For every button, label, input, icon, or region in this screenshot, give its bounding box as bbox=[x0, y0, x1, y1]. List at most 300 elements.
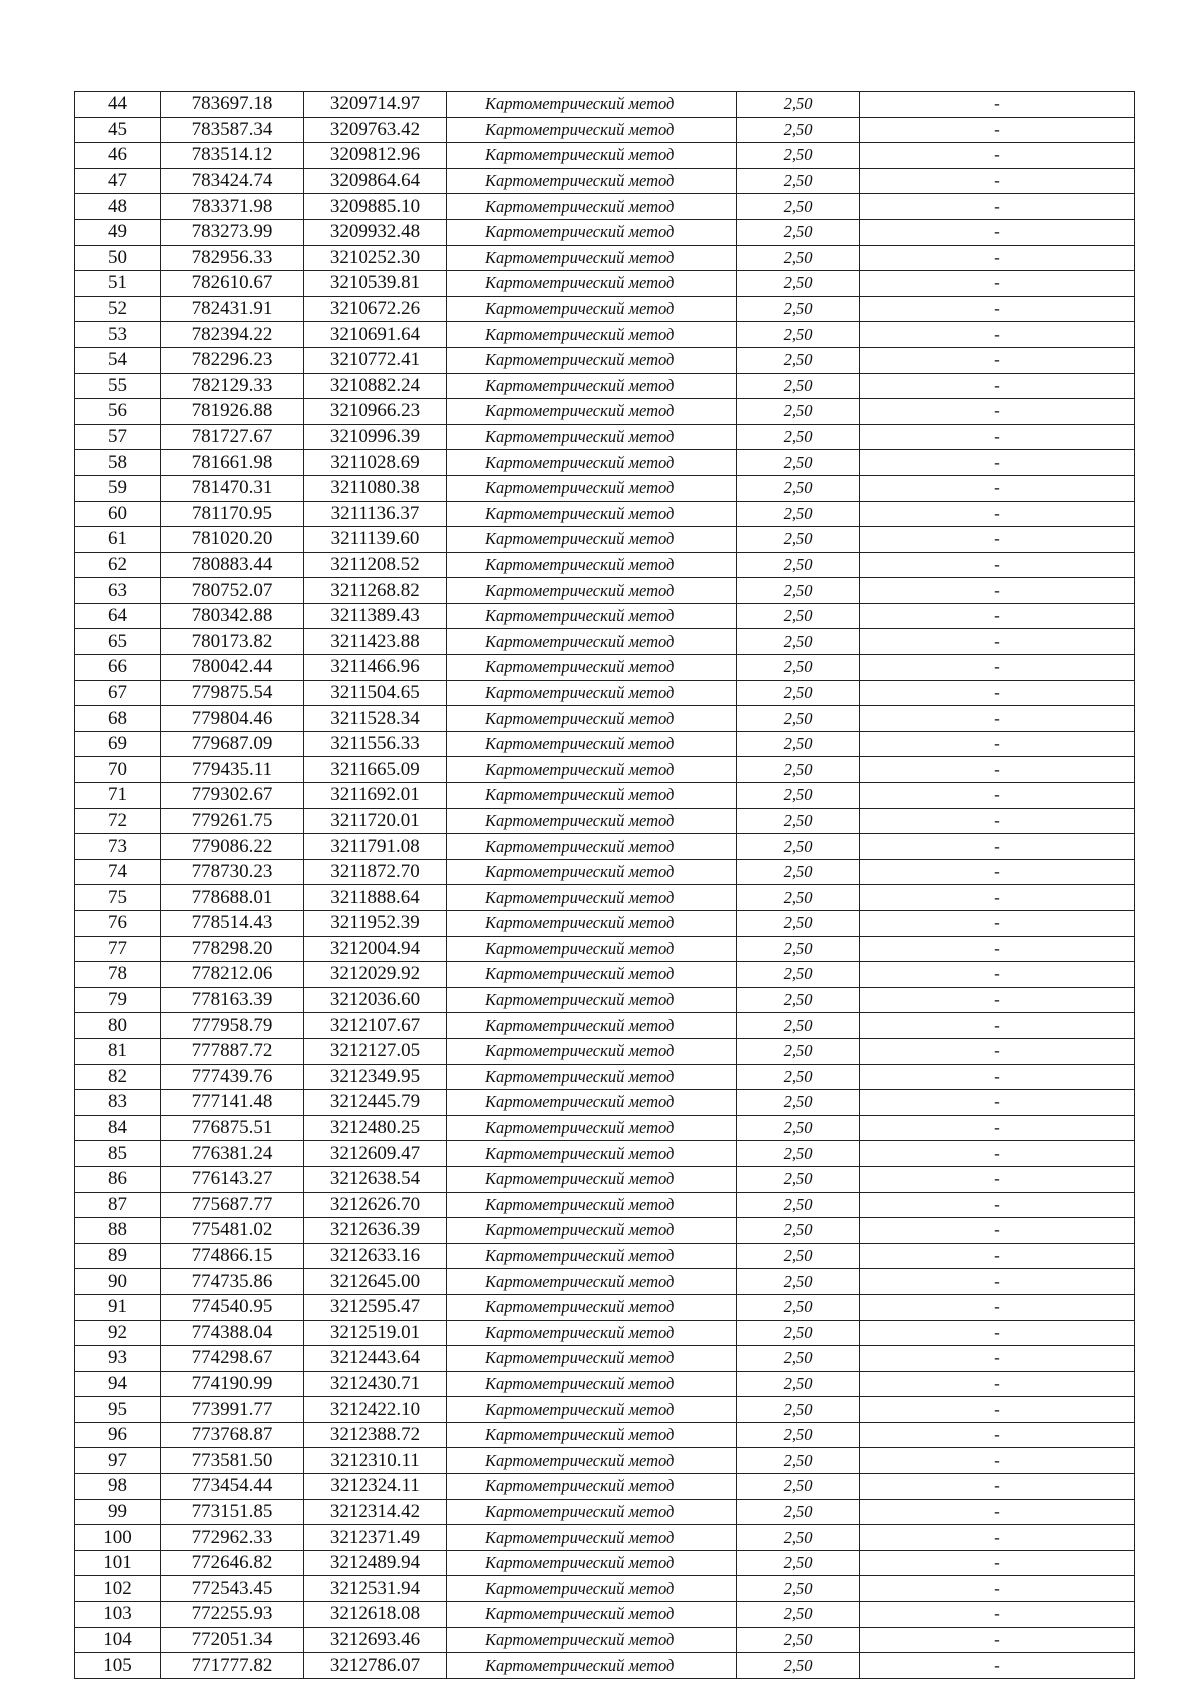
point-number-cell: 57 bbox=[75, 424, 161, 450]
accuracy-cell: 2,50 bbox=[737, 962, 860, 988]
y-coordinate-cell: 3211208.52 bbox=[304, 552, 447, 578]
accuracy-cell: 2,50 bbox=[737, 1525, 860, 1551]
table-row bbox=[75, 271, 1135, 297]
point-number-cell: 89 bbox=[75, 1243, 161, 1269]
note-cell: - bbox=[860, 1346, 1135, 1372]
point-number-cell: 88 bbox=[75, 1218, 161, 1244]
x-coordinate-cell: 779875.54 bbox=[161, 680, 304, 706]
note-cell: - bbox=[860, 296, 1135, 322]
note-cell: - bbox=[860, 92, 1135, 118]
x-coordinate-cell: 774298.67 bbox=[161, 1346, 304, 1372]
method-cell: Картометрический метод bbox=[447, 1090, 737, 1116]
point-number-cell: 68 bbox=[75, 706, 161, 732]
table-row bbox=[75, 219, 1135, 245]
y-coordinate-cell: 3211692.01 bbox=[304, 783, 447, 809]
x-coordinate-cell: 781727.67 bbox=[161, 424, 304, 450]
accuracy-cell: 2,50 bbox=[737, 1166, 860, 1192]
y-coordinate-cell: 3211268.82 bbox=[304, 578, 447, 604]
accuracy-cell: 2,50 bbox=[737, 1192, 860, 1218]
point-number-cell: 49 bbox=[75, 219, 161, 245]
y-coordinate-cell: 3212636.39 bbox=[304, 1218, 447, 1244]
note-cell: - bbox=[860, 1474, 1135, 1500]
method-cell: Картометрический метод bbox=[447, 399, 737, 425]
table-row bbox=[75, 1166, 1135, 1192]
accuracy-cell: 2,50 bbox=[737, 399, 860, 425]
table-row bbox=[75, 1499, 1135, 1525]
table-row bbox=[75, 1192, 1135, 1218]
x-coordinate-cell: 775481.02 bbox=[161, 1218, 304, 1244]
method-cell: Картометрический метод bbox=[447, 1525, 737, 1551]
accuracy-cell: 2,50 bbox=[737, 911, 860, 937]
y-coordinate-cell: 3210772.41 bbox=[304, 347, 447, 373]
method-cell: Картометрический метод bbox=[447, 1371, 737, 1397]
x-coordinate-cell: 778514.43 bbox=[161, 911, 304, 937]
method-cell: Картометрический метод bbox=[447, 475, 737, 501]
point-number-cell: 56 bbox=[75, 399, 161, 425]
x-coordinate-cell: 782431.91 bbox=[161, 296, 304, 322]
note-cell: - bbox=[860, 1320, 1135, 1346]
note-cell: - bbox=[860, 194, 1135, 220]
point-number-cell: 82 bbox=[75, 1064, 161, 1090]
note-cell: - bbox=[860, 1269, 1135, 1295]
x-coordinate-cell: 783697.18 bbox=[161, 92, 304, 118]
method-cell: Картометрический метод bbox=[447, 1294, 737, 1320]
point-number-cell: 63 bbox=[75, 578, 161, 604]
y-coordinate-cell: 3212029.92 bbox=[304, 962, 447, 988]
method-cell: Картометрический метод bbox=[447, 1602, 737, 1628]
point-number-cell: 71 bbox=[75, 783, 161, 809]
table-row bbox=[75, 680, 1135, 706]
x-coordinate-cell: 773151.85 bbox=[161, 1499, 304, 1525]
point-number-cell: 54 bbox=[75, 347, 161, 373]
accuracy-cell: 2,50 bbox=[737, 757, 860, 783]
accuracy-cell: 2,50 bbox=[737, 450, 860, 476]
accuracy-cell: 2,50 bbox=[737, 1397, 860, 1423]
table-row bbox=[75, 603, 1135, 629]
x-coordinate-cell: 779687.09 bbox=[161, 731, 304, 757]
method-cell: Картометрический метод bbox=[447, 527, 737, 553]
table-row bbox=[75, 1422, 1135, 1448]
accuracy-cell: 2,50 bbox=[737, 655, 860, 681]
x-coordinate-cell: 777958.79 bbox=[161, 1013, 304, 1039]
method-cell: Картометрический метод bbox=[447, 936, 737, 962]
accuracy-cell: 2,50 bbox=[737, 245, 860, 271]
x-coordinate-cell: 779261.75 bbox=[161, 808, 304, 834]
x-coordinate-cell: 779302.67 bbox=[161, 783, 304, 809]
method-cell: Картометрический метод bbox=[447, 1448, 737, 1474]
y-coordinate-cell: 3212371.49 bbox=[304, 1525, 447, 1551]
note-cell: - bbox=[860, 962, 1135, 988]
y-coordinate-cell: 3211139.60 bbox=[304, 527, 447, 553]
accuracy-cell: 2,50 bbox=[737, 1115, 860, 1141]
method-cell: Картометрический метод bbox=[447, 1474, 737, 1500]
x-coordinate-cell: 771777.82 bbox=[161, 1653, 304, 1679]
note-cell: - bbox=[860, 936, 1135, 962]
y-coordinate-cell: 3212693.46 bbox=[304, 1627, 447, 1653]
point-number-cell: 51 bbox=[75, 271, 161, 297]
coordinates-table bbox=[74, 91, 1135, 1679]
point-number-cell: 59 bbox=[75, 475, 161, 501]
x-coordinate-cell: 782394.22 bbox=[161, 322, 304, 348]
x-coordinate-cell: 777141.48 bbox=[161, 1090, 304, 1116]
note-cell: - bbox=[860, 501, 1135, 527]
y-coordinate-cell: 3212480.25 bbox=[304, 1115, 447, 1141]
point-number-cell: 99 bbox=[75, 1499, 161, 1525]
y-coordinate-cell: 3209864.64 bbox=[304, 168, 447, 194]
point-number-cell: 66 bbox=[75, 655, 161, 681]
y-coordinate-cell: 3211389.43 bbox=[304, 603, 447, 629]
point-number-cell: 81 bbox=[75, 1038, 161, 1064]
table-row bbox=[75, 168, 1135, 194]
point-number-cell: 85 bbox=[75, 1141, 161, 1167]
point-number-cell: 91 bbox=[75, 1294, 161, 1320]
accuracy-cell: 2,50 bbox=[737, 552, 860, 578]
method-cell: Картометрический метод bbox=[447, 1192, 737, 1218]
note-cell: - bbox=[860, 347, 1135, 373]
method-cell: Картометрический метод bbox=[447, 859, 737, 885]
point-number-cell: 80 bbox=[75, 1013, 161, 1039]
table-row bbox=[75, 347, 1135, 373]
method-cell: Картометрический метод bbox=[447, 194, 737, 220]
note-cell: - bbox=[860, 1653, 1135, 1679]
point-number-cell: 67 bbox=[75, 680, 161, 706]
table-row bbox=[75, 450, 1135, 476]
point-number-cell: 86 bbox=[75, 1166, 161, 1192]
point-number-cell: 65 bbox=[75, 629, 161, 655]
x-coordinate-cell: 780042.44 bbox=[161, 655, 304, 681]
accuracy-cell: 2,50 bbox=[737, 92, 860, 118]
accuracy-cell: 2,50 bbox=[737, 629, 860, 655]
accuracy-cell: 2,50 bbox=[737, 1218, 860, 1244]
accuracy-cell: 2,50 bbox=[737, 783, 860, 809]
note-cell: - bbox=[860, 475, 1135, 501]
table-row bbox=[75, 1218, 1135, 1244]
x-coordinate-cell: 778298.20 bbox=[161, 936, 304, 962]
x-coordinate-cell: 776381.24 bbox=[161, 1141, 304, 1167]
note-cell: - bbox=[860, 911, 1135, 937]
point-number-cell: 55 bbox=[75, 373, 161, 399]
point-number-cell: 95 bbox=[75, 1397, 161, 1423]
accuracy-cell: 2,50 bbox=[737, 1422, 860, 1448]
y-coordinate-cell: 3209932.48 bbox=[304, 219, 447, 245]
table-row bbox=[75, 808, 1135, 834]
x-coordinate-cell: 772646.82 bbox=[161, 1550, 304, 1576]
note-cell: - bbox=[860, 706, 1135, 732]
method-cell: Картометрический метод bbox=[447, 1422, 737, 1448]
method-cell: Картометрический метод bbox=[447, 834, 737, 860]
note-cell: - bbox=[860, 527, 1135, 553]
point-number-cell: 69 bbox=[75, 731, 161, 757]
y-coordinate-cell: 3212626.70 bbox=[304, 1192, 447, 1218]
x-coordinate-cell: 776875.51 bbox=[161, 1115, 304, 1141]
accuracy-cell: 2,50 bbox=[737, 1346, 860, 1372]
table-row bbox=[75, 552, 1135, 578]
table-row bbox=[75, 1627, 1135, 1653]
x-coordinate-cell: 773768.87 bbox=[161, 1422, 304, 1448]
point-number-cell: 77 bbox=[75, 936, 161, 962]
method-cell: Картометрический метод bbox=[447, 629, 737, 655]
accuracy-cell: 2,50 bbox=[737, 808, 860, 834]
table-row bbox=[75, 1013, 1135, 1039]
point-number-cell: 90 bbox=[75, 1269, 161, 1295]
x-coordinate-cell: 772051.34 bbox=[161, 1627, 304, 1653]
x-coordinate-cell: 774190.99 bbox=[161, 1371, 304, 1397]
table-row bbox=[75, 527, 1135, 553]
table-row bbox=[75, 1090, 1135, 1116]
y-coordinate-cell: 3209714.97 bbox=[304, 92, 447, 118]
x-coordinate-cell: 772543.45 bbox=[161, 1576, 304, 1602]
accuracy-cell: 2,50 bbox=[737, 1090, 860, 1116]
y-coordinate-cell: 3211136.37 bbox=[304, 501, 447, 527]
accuracy-cell: 2,50 bbox=[737, 296, 860, 322]
y-coordinate-cell: 3209763.42 bbox=[304, 117, 447, 143]
accuracy-cell: 2,50 bbox=[737, 219, 860, 245]
y-coordinate-cell: 3212595.47 bbox=[304, 1294, 447, 1320]
y-coordinate-cell: 3212107.67 bbox=[304, 1013, 447, 1039]
accuracy-cell: 2,50 bbox=[737, 1627, 860, 1653]
note-cell: - bbox=[860, 1243, 1135, 1269]
x-coordinate-cell: 775687.77 bbox=[161, 1192, 304, 1218]
note-cell: - bbox=[860, 859, 1135, 885]
note-cell: - bbox=[860, 731, 1135, 757]
point-number-cell: 84 bbox=[75, 1115, 161, 1141]
y-coordinate-cell: 3212036.60 bbox=[304, 987, 447, 1013]
accuracy-cell: 2,50 bbox=[737, 1602, 860, 1628]
accuracy-cell: 2,50 bbox=[737, 859, 860, 885]
x-coordinate-cell: 778688.01 bbox=[161, 885, 304, 911]
y-coordinate-cell: 3212645.00 bbox=[304, 1269, 447, 1295]
accuracy-cell: 2,50 bbox=[737, 475, 860, 501]
x-coordinate-cell: 783273.99 bbox=[161, 219, 304, 245]
x-coordinate-cell: 774388.04 bbox=[161, 1320, 304, 1346]
x-coordinate-cell: 780883.44 bbox=[161, 552, 304, 578]
note-cell: - bbox=[860, 987, 1135, 1013]
note-cell: - bbox=[860, 1371, 1135, 1397]
method-cell: Картометрический метод bbox=[447, 757, 737, 783]
y-coordinate-cell: 3210672.26 bbox=[304, 296, 447, 322]
x-coordinate-cell: 781470.31 bbox=[161, 475, 304, 501]
method-cell: Картометрический метод bbox=[447, 578, 737, 604]
method-cell: Картометрический метод bbox=[447, 1038, 737, 1064]
accuracy-cell: 2,50 bbox=[737, 1243, 860, 1269]
method-cell: Картометрический метод bbox=[447, 1269, 737, 1295]
method-cell: Картометрический метод bbox=[447, 1576, 737, 1602]
method-cell: Картометрический метод bbox=[447, 603, 737, 629]
y-coordinate-cell: 3211952.39 bbox=[304, 911, 447, 937]
y-coordinate-cell: 3212609.47 bbox=[304, 1141, 447, 1167]
note-cell: - bbox=[860, 1550, 1135, 1576]
x-coordinate-cell: 777439.76 bbox=[161, 1064, 304, 1090]
note-cell: - bbox=[860, 143, 1135, 169]
method-cell: Картометрический метод bbox=[447, 1499, 737, 1525]
y-coordinate-cell: 3212618.08 bbox=[304, 1602, 447, 1628]
table-row bbox=[75, 1474, 1135, 1500]
method-cell: Картометрический метод bbox=[447, 655, 737, 681]
y-coordinate-cell: 3212519.01 bbox=[304, 1320, 447, 1346]
y-coordinate-cell: 3211028.69 bbox=[304, 450, 447, 476]
method-cell: Картометрический метод bbox=[447, 219, 737, 245]
note-cell: - bbox=[860, 808, 1135, 834]
method-cell: Картометрический метод bbox=[447, 271, 737, 297]
accuracy-cell: 2,50 bbox=[737, 578, 860, 604]
y-coordinate-cell: 3212349.95 bbox=[304, 1064, 447, 1090]
point-number-cell: 58 bbox=[75, 450, 161, 476]
table-row bbox=[75, 859, 1135, 885]
accuracy-cell: 2,50 bbox=[737, 1269, 860, 1295]
point-number-cell: 72 bbox=[75, 808, 161, 834]
note-cell: - bbox=[860, 834, 1135, 860]
point-number-cell: 46 bbox=[75, 143, 161, 169]
accuracy-cell: 2,50 bbox=[737, 117, 860, 143]
note-cell: - bbox=[860, 117, 1135, 143]
x-coordinate-cell: 779804.46 bbox=[161, 706, 304, 732]
y-coordinate-cell: 3210882.24 bbox=[304, 373, 447, 399]
point-number-cell: 75 bbox=[75, 885, 161, 911]
accuracy-cell: 2,50 bbox=[737, 143, 860, 169]
point-number-cell: 104 bbox=[75, 1627, 161, 1653]
note-cell: - bbox=[860, 322, 1135, 348]
accuracy-cell: 2,50 bbox=[737, 603, 860, 629]
note-cell: - bbox=[860, 1422, 1135, 1448]
x-coordinate-cell: 780173.82 bbox=[161, 629, 304, 655]
note-cell: - bbox=[860, 1090, 1135, 1116]
method-cell: Картометрический метод bbox=[447, 1346, 737, 1372]
accuracy-cell: 2,50 bbox=[737, 271, 860, 297]
x-coordinate-cell: 773454.44 bbox=[161, 1474, 304, 1500]
table-row bbox=[75, 1653, 1135, 1679]
y-coordinate-cell: 3212388.72 bbox=[304, 1422, 447, 1448]
x-coordinate-cell: 773581.50 bbox=[161, 1448, 304, 1474]
method-cell: Картометрический метод bbox=[447, 245, 737, 271]
accuracy-cell: 2,50 bbox=[737, 1038, 860, 1064]
accuracy-cell: 2,50 bbox=[737, 527, 860, 553]
y-coordinate-cell: 3211504.65 bbox=[304, 680, 447, 706]
method-cell: Картометрический метод bbox=[447, 783, 737, 809]
table-row bbox=[75, 655, 1135, 681]
method-cell: Картометрический метод bbox=[447, 1397, 737, 1423]
table-row bbox=[75, 1397, 1135, 1423]
table-row bbox=[75, 424, 1135, 450]
point-number-cell: 78 bbox=[75, 962, 161, 988]
table-row bbox=[75, 399, 1135, 425]
accuracy-cell: 2,50 bbox=[737, 194, 860, 220]
point-number-cell: 60 bbox=[75, 501, 161, 527]
table-row bbox=[75, 731, 1135, 757]
table-row bbox=[75, 629, 1135, 655]
note-cell: - bbox=[860, 1448, 1135, 1474]
x-coordinate-cell: 781170.95 bbox=[161, 501, 304, 527]
note-cell: - bbox=[860, 399, 1135, 425]
note-cell: - bbox=[860, 1141, 1135, 1167]
note-cell: - bbox=[860, 1602, 1135, 1628]
table-row bbox=[75, 885, 1135, 911]
accuracy-cell: 2,50 bbox=[737, 501, 860, 527]
x-coordinate-cell: 782610.67 bbox=[161, 271, 304, 297]
method-cell: Картометрический метод bbox=[447, 1218, 737, 1244]
point-number-cell: 45 bbox=[75, 117, 161, 143]
accuracy-cell: 2,50 bbox=[737, 1550, 860, 1576]
table-row bbox=[75, 1320, 1135, 1346]
x-coordinate-cell: 774866.15 bbox=[161, 1243, 304, 1269]
accuracy-cell: 2,50 bbox=[737, 1064, 860, 1090]
point-number-cell: 83 bbox=[75, 1090, 161, 1116]
method-cell: Картометрический метод bbox=[447, 373, 737, 399]
note-cell: - bbox=[860, 450, 1135, 476]
point-number-cell: 53 bbox=[75, 322, 161, 348]
point-number-cell: 94 bbox=[75, 1371, 161, 1397]
table-row bbox=[75, 1371, 1135, 1397]
x-coordinate-cell: 779086.22 bbox=[161, 834, 304, 860]
table-row bbox=[75, 1038, 1135, 1064]
method-cell: Картометрический метод bbox=[447, 501, 737, 527]
accuracy-cell: 2,50 bbox=[737, 885, 860, 911]
table-row bbox=[75, 578, 1135, 604]
y-coordinate-cell: 3209812.96 bbox=[304, 143, 447, 169]
point-number-cell: 101 bbox=[75, 1550, 161, 1576]
note-cell: - bbox=[860, 680, 1135, 706]
note-cell: - bbox=[860, 1627, 1135, 1653]
y-coordinate-cell: 3211720.01 bbox=[304, 808, 447, 834]
accuracy-cell: 2,50 bbox=[737, 347, 860, 373]
method-cell: Картометрический метод bbox=[447, 962, 737, 988]
point-number-cell: 92 bbox=[75, 1320, 161, 1346]
accuracy-cell: 2,50 bbox=[737, 1294, 860, 1320]
note-cell: - bbox=[860, 1115, 1135, 1141]
y-coordinate-cell: 3212324.11 bbox=[304, 1474, 447, 1500]
accuracy-cell: 2,50 bbox=[737, 731, 860, 757]
x-coordinate-cell: 776143.27 bbox=[161, 1166, 304, 1192]
x-coordinate-cell: 781661.98 bbox=[161, 450, 304, 476]
table-row bbox=[75, 322, 1135, 348]
note-cell: - bbox=[860, 1397, 1135, 1423]
y-coordinate-cell: 3212531.94 bbox=[304, 1576, 447, 1602]
table-row bbox=[75, 117, 1135, 143]
accuracy-cell: 2,50 bbox=[737, 706, 860, 732]
x-coordinate-cell: 773991.77 bbox=[161, 1397, 304, 1423]
table-row bbox=[75, 757, 1135, 783]
x-coordinate-cell: 782129.33 bbox=[161, 373, 304, 399]
note-cell: - bbox=[860, 783, 1135, 809]
table-row bbox=[75, 1346, 1135, 1372]
point-number-cell: 97 bbox=[75, 1448, 161, 1474]
note-cell: - bbox=[860, 1192, 1135, 1218]
y-coordinate-cell: 3210252.30 bbox=[304, 245, 447, 271]
method-cell: Картометрический метод bbox=[447, 1013, 737, 1039]
table-row bbox=[75, 936, 1135, 962]
y-coordinate-cell: 3211080.38 bbox=[304, 475, 447, 501]
x-coordinate-cell: 778730.23 bbox=[161, 859, 304, 885]
x-coordinate-cell: 780342.88 bbox=[161, 603, 304, 629]
note-cell: - bbox=[860, 552, 1135, 578]
accuracy-cell: 2,50 bbox=[737, 373, 860, 399]
y-coordinate-cell: 3210996.39 bbox=[304, 424, 447, 450]
point-number-cell: 47 bbox=[75, 168, 161, 194]
note-cell: - bbox=[860, 629, 1135, 655]
method-cell: Картометрический метод bbox=[447, 1243, 737, 1269]
accuracy-cell: 2,50 bbox=[737, 424, 860, 450]
x-coordinate-cell: 782956.33 bbox=[161, 245, 304, 271]
table-row bbox=[75, 501, 1135, 527]
method-cell: Картометрический метод bbox=[447, 680, 737, 706]
note-cell: - bbox=[860, 1218, 1135, 1244]
y-coordinate-cell: 3212489.94 bbox=[304, 1550, 447, 1576]
note-cell: - bbox=[860, 578, 1135, 604]
x-coordinate-cell: 783587.34 bbox=[161, 117, 304, 143]
table-row bbox=[75, 92, 1135, 118]
point-number-cell: 103 bbox=[75, 1602, 161, 1628]
note-cell: - bbox=[860, 245, 1135, 271]
table-row bbox=[75, 1576, 1135, 1602]
